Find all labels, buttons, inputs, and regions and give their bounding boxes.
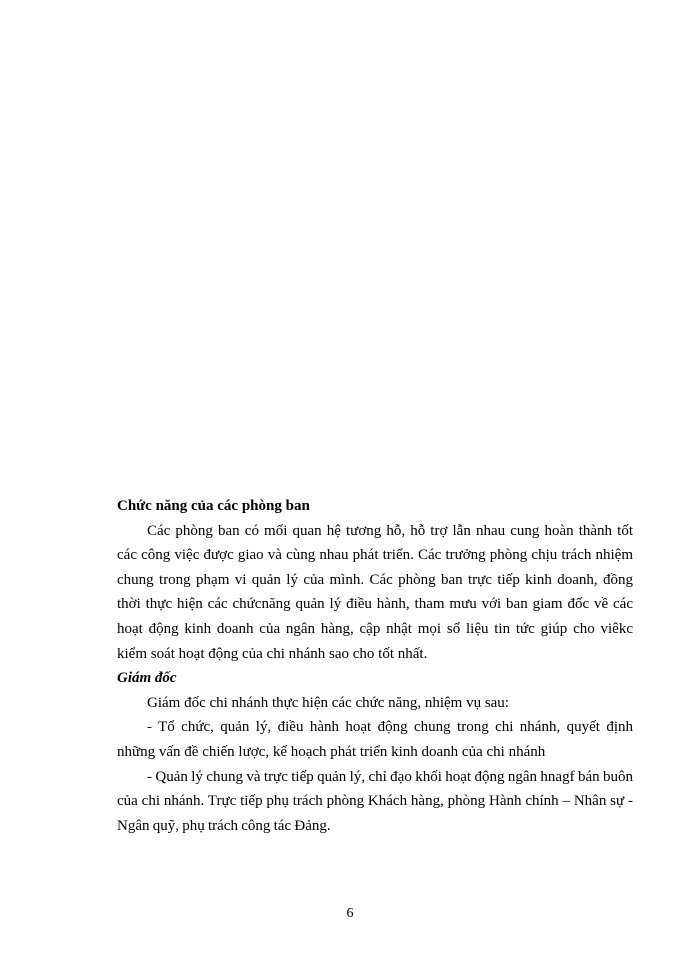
intro-paragraph: Các phòng ban có mối quan hệ tương hỗ, hỗ trợ lẫn nhau cung hoàn thành tốt các công việc được giao và cùng nhau phát triển. Các trưởng phòng chịu trách nhiệm chung trong phạm vi quản lý của mình. Các phòng ban trực tiếp kinh doanh, đồng thời thực hiện các chứcnăng quản lý điều hành, tham mưu với ban giam đốc về các hoạt động kinh doanh của ngân hàng, cập nhật mọi số liệu tin tức giúp cho viêkc kiểm soát hoạt động của chi nhánh sao cho tốt nhất.	[117, 522, 633, 662]
duty-paragraph-1: - Tổ chức, quản lý, điều hành hoạt động chung trong chi nhánh, quyết định những vấn đề chiến lược, kế hoạch phát triển kinh doanh của chi nhánh	[117, 719, 633, 760]
subheading-director: Giám đốc	[117, 670, 177, 687]
duty-paragraph-2: - Quản lý chung và trực tiếp quản lý, chỉ đạo khối hoạt động ngân hnagf bán buôn của chi nhánh. Trực tiếp phụ trách phòng Khách hàng, phòng Hành chính – Nhân sự - Ngân quỹ, phụ trách công tác Đảng.	[117, 768, 633, 834]
section-heading: Chức năng của các phòng ban	[117, 498, 310, 514]
director-intro-paragraph: Giám đốc chi nhánh thực hiện các chức năng, nhiệm vụ sau:	[147, 694, 509, 711]
page-content	[117, 494, 633, 838]
page-number: 6	[346, 906, 354, 921]
